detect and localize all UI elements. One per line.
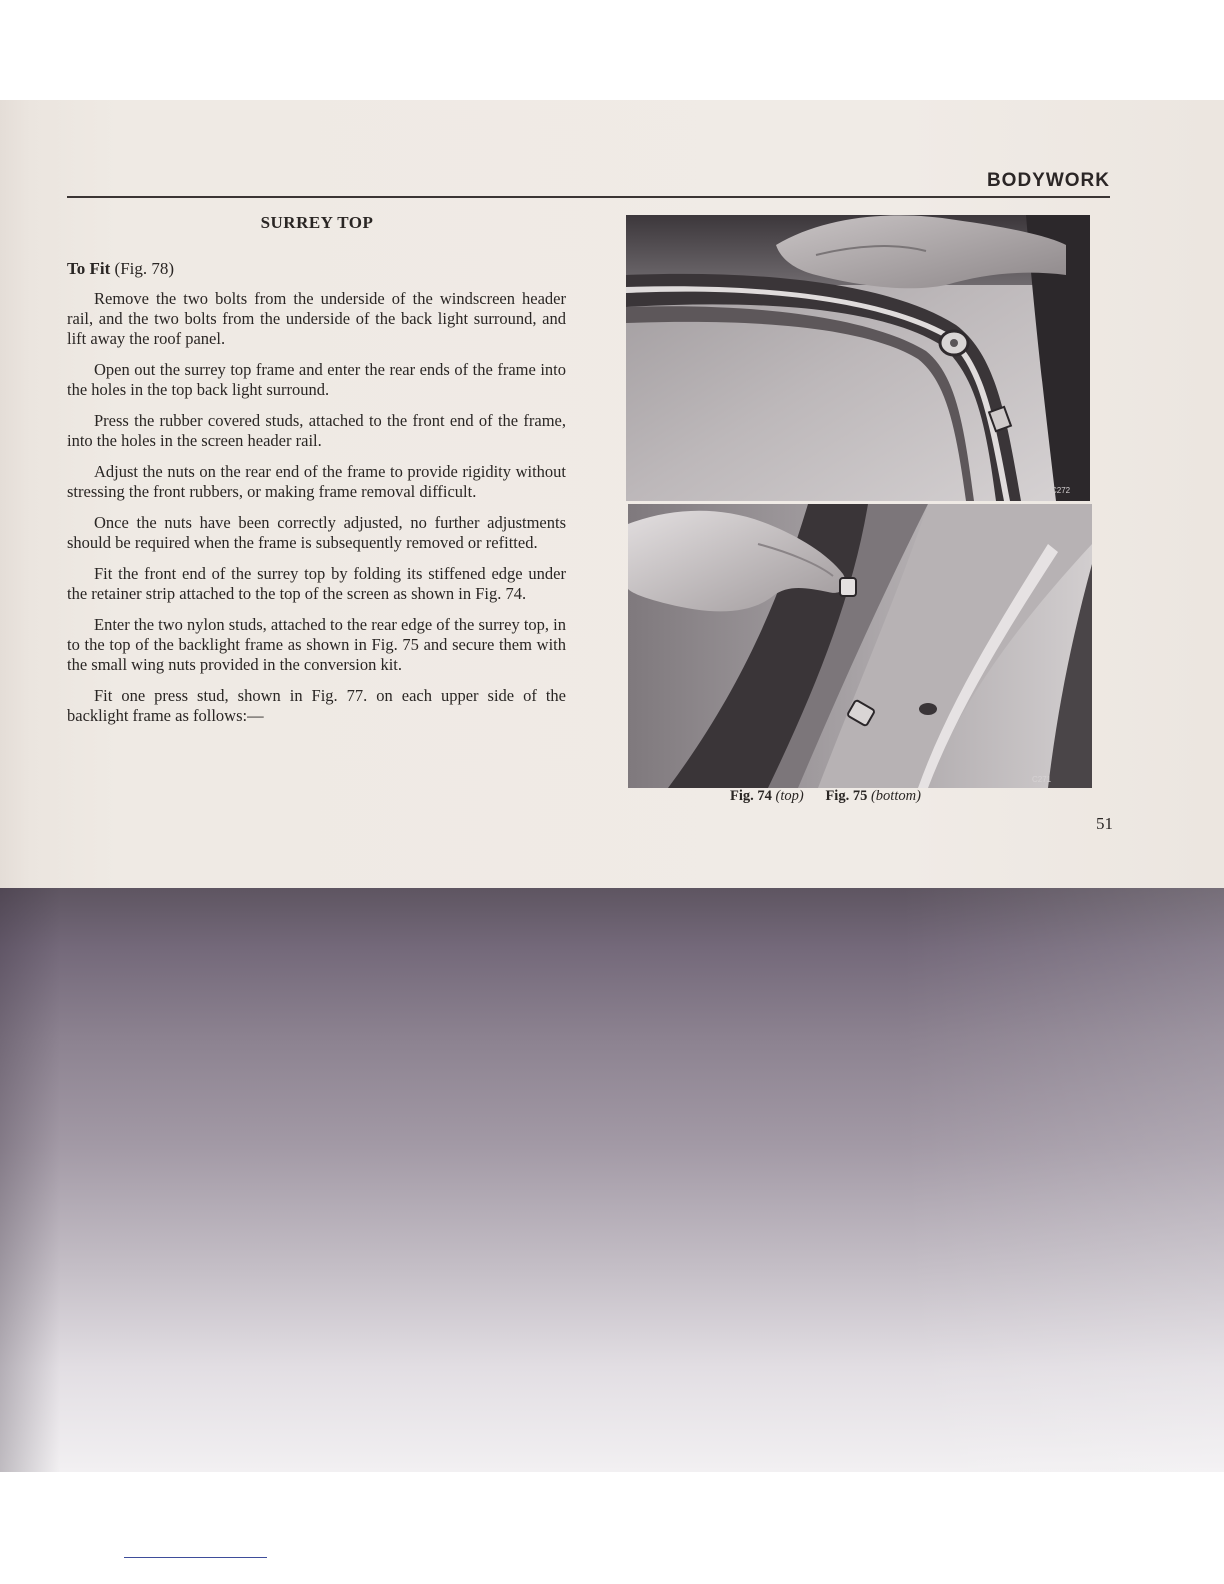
subheading-bold: To Fit <box>67 259 111 278</box>
paragraph: Fit the front end of the surrey top by folding its stiffened edge under the retainer strip attached to the top of the screen as shown in Fig. 74. <box>67 564 566 603</box>
fig74-photo <box>626 215 1090 501</box>
section-heading: BODYWORK <box>986 170 1110 191</box>
page-number: 51 <box>1096 814 1113 833</box>
paragraph: Open out the surrey top frame and enter the rear ends of the frame into the holes in the top back light surround. <box>67 360 566 399</box>
scanner-shadow-edge <box>0 888 1224 1472</box>
fig75-photo <box>628 504 1092 788</box>
paragraph: Press the rubber covered studs, attached to the front end of the frame, into the holes in the screen header rail. <box>67 411 566 450</box>
paragraph: Remove the two bolts from the underside of the windscreen header rail, and the two bolts from the underside of the back light surround, and lift away the roof panel. <box>67 289 566 348</box>
caption-fig74-position: (top) <box>775 788 804 804</box>
caption-fig75-position: (bottom) <box>870 788 921 804</box>
caption-fig74-label: Fig. 74 <box>730 788 772 804</box>
header-rule <box>67 196 1110 198</box>
fig74-code: C272 <box>1051 486 1071 495</box>
paragraph: Fit one press stud, shown in Fig. 77. on each upper side of the backlight frame as follows:— <box>67 686 566 725</box>
fig75-code: C271 <box>1032 775 1052 784</box>
article-body <box>67 289 566 737</box>
caption-fig75-label: Fig. 75 <box>825 788 868 804</box>
paragraph: Enter the two nylon studs, attached to the rear edge of the surrey top, in to the top of the backlight frame as shown in Fig. 75 and secure them with the small wing nuts provided in the conversion kit. <box>67 615 566 674</box>
subheading-figure-ref: (Fig. 78) <box>114 259 175 278</box>
paragraph: Once the nuts have been correctly adjusted, no further adjustments should be required when the frame is subsequently removed or refitted. <box>67 513 566 552</box>
paragraph: Adjust the nuts on the rear end of the frame to provide rigidity without stressing the front rubbers, or making frame removal difficult. <box>67 462 566 501</box>
bottom-divider <box>124 1557 267 1558</box>
article-title: SURREY TOP <box>260 213 374 232</box>
subheading <box>67 259 174 279</box>
figure-caption <box>730 788 921 805</box>
